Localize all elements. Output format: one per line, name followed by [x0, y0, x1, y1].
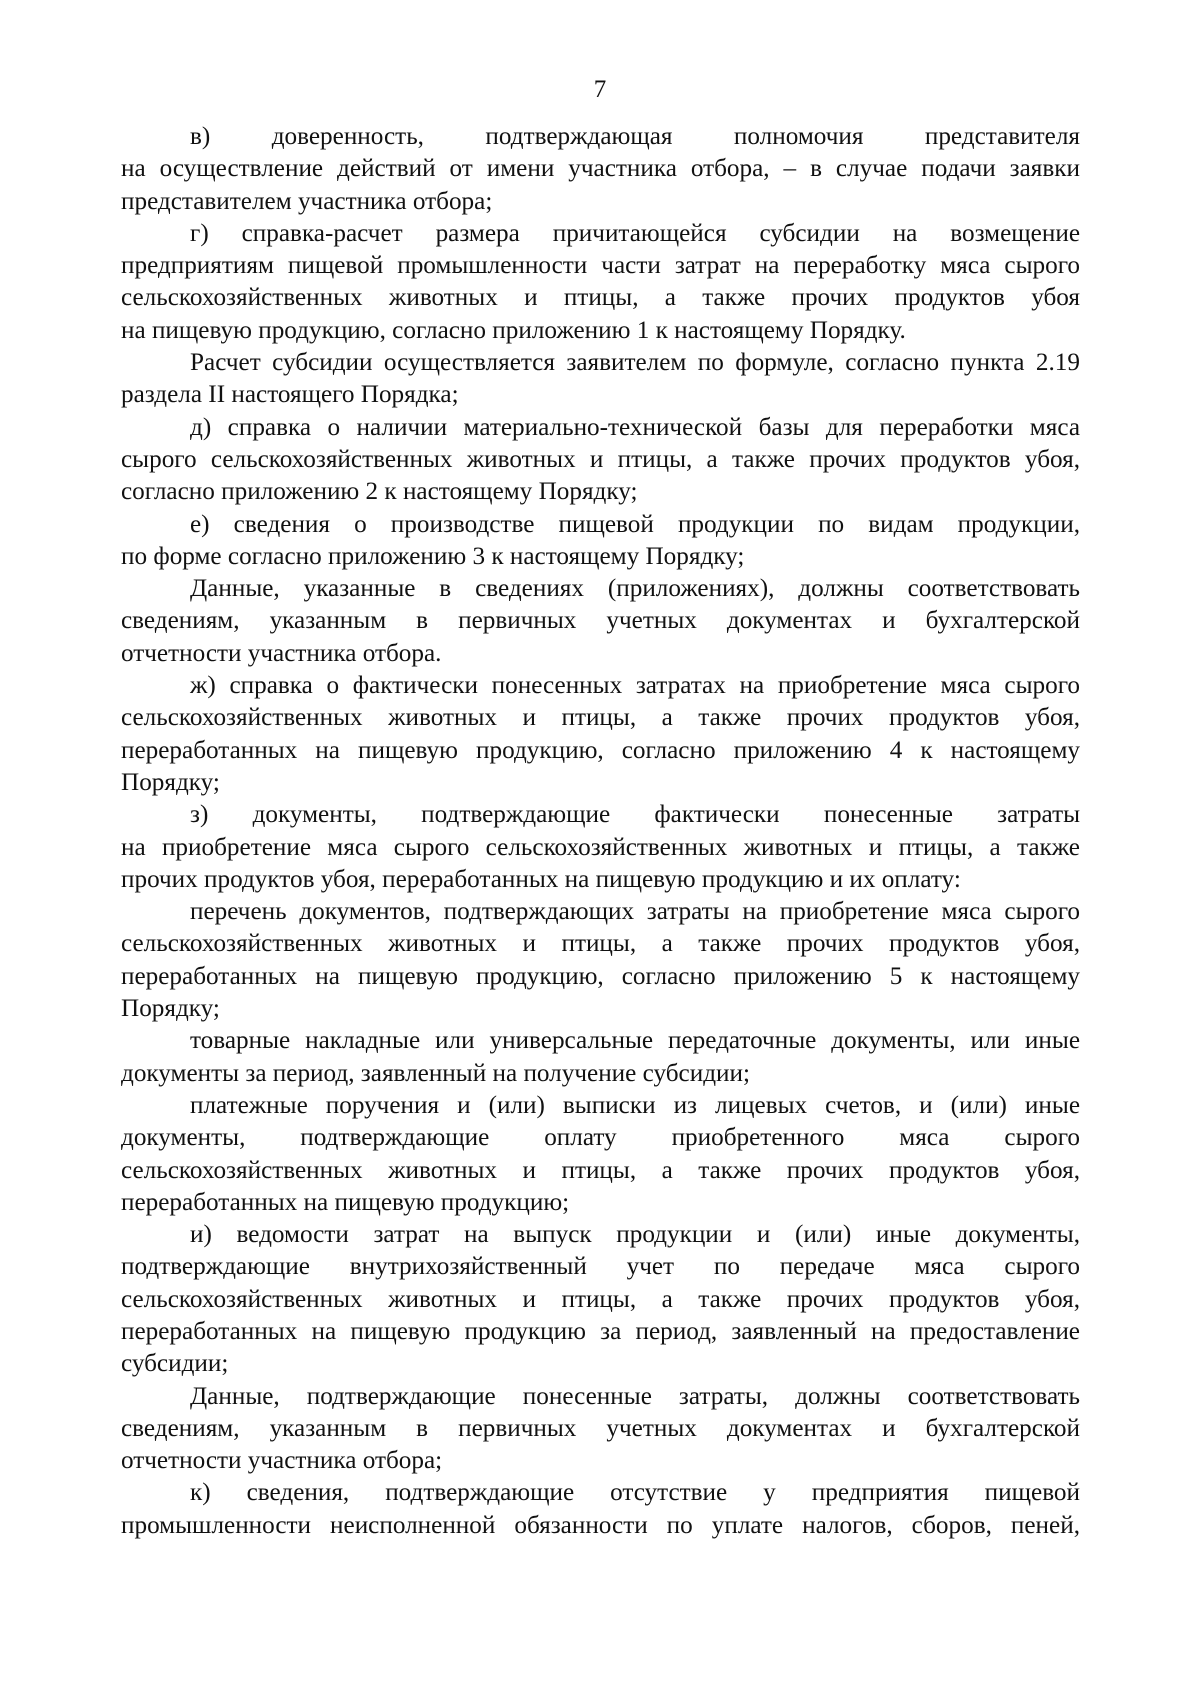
page-number: 7 — [593, 76, 607, 103]
document-body — [121, 121, 1080, 1542]
text-line: и) ведомости затрат на выпуск продукции и (или) иные документы, — [190, 1221, 1080, 1249]
text-line: платежные поручения и (или) выписки из лицевых счетов, и (или) иные — [190, 1091, 1080, 1119]
paragraph — [121, 412, 1080, 509]
text-line: субсидии; — [121, 1350, 229, 1378]
text-line: по форме согласно приложению 3 к настоящему Порядку; — [121, 542, 745, 570]
text-line: отчетности участника отбора; — [121, 1447, 443, 1475]
text-line: сведениям, указанным в первичных учетных документах и бухгалтерской — [121, 607, 1080, 635]
text-line: предприятиям пищевой промышленности части затрат на переработку мяса сырого — [121, 252, 1080, 280]
text-line: на приобретение мяса сырого сельскохозяйственных животных и птицы, а также — [121, 833, 1080, 861]
text-line: товарные накладные или универсальные передаточные документы, или иные — [190, 1027, 1080, 1055]
paragraph — [121, 670, 1080, 799]
text-line: сельскохозяйственных животных и птицы, а также прочих продуктов убоя, — [121, 1156, 1080, 1184]
text-line: переработанных на пищевую продукцию, согласно приложению 4 к настоящему — [121, 736, 1080, 764]
text-line: сельскохозяйственных животных и птицы, а также прочих продуктов убоя, — [121, 930, 1080, 958]
paragraph — [121, 799, 1080, 896]
text-line: е) сведения о производстве пищевой продукции по видам продукции, — [190, 510, 1080, 538]
text-line: документы, подтверждающие оплату приобретенного мяса сырого — [121, 1124, 1080, 1152]
text-line: сырого сельскохозяйственных животных и птицы, а также прочих продуктов убоя, — [121, 445, 1080, 473]
text-line: на осуществление действий от имени участника отбора, – в случае подачи заявки — [121, 155, 1080, 183]
text-line: Данные, указанные в сведениях (приложениях), должны соответствовать — [190, 575, 1080, 603]
paragraph — [121, 1219, 1080, 1380]
text-line: согласно приложению 2 к настоящему Порядку; — [121, 478, 638, 506]
text-line: представителем участника отбора; — [121, 187, 493, 215]
text-line: сельскохозяйственных животных и птицы, а также прочих продуктов убоя, — [121, 704, 1080, 732]
paragraph — [121, 896, 1080, 1025]
text-line: ж) справка о фактически понесенных затратах на приобретение мяса сырого — [190, 672, 1080, 700]
text-line: подтверждающие внутрихозяйственный учет по передаче мяса сырого — [121, 1253, 1080, 1281]
paragraph — [121, 347, 1080, 412]
text-line: раздела II настоящего Порядка; — [121, 381, 459, 409]
paragraph — [121, 1477, 1080, 1542]
text-line: Порядку; — [121, 768, 220, 796]
paragraph — [121, 1090, 1080, 1219]
text-line: переработанных на пищевую продукцию; — [121, 1188, 570, 1216]
text-line: к) сведения, подтверждающие отсутствие у предприятия пищевой — [190, 1479, 1080, 1507]
text-line: з) документы, подтверждающие фактически понесенные затраты — [190, 801, 1080, 829]
text-line: прочих продуктов убоя, переработанных на пищевую продукцию и их оплату: — [121, 865, 961, 893]
paragraph — [121, 121, 1080, 218]
text-line: сельскохозяйственных животных и птицы, а также прочих продуктов убоя, — [121, 1285, 1080, 1313]
paragraph — [121, 509, 1080, 574]
text-line: Расчет субсидии осуществляется заявителем по формуле, согласно пункта 2.19 — [190, 349, 1080, 377]
text-line: д) справка о наличии материально-технической базы для переработки мяса — [190, 413, 1080, 441]
text-line: документы за период, заявленный на получение субсидии; — [121, 1059, 750, 1087]
text-line: переработанных на пищевую продукцию, согласно приложению 5 к настоящему — [121, 962, 1080, 990]
text-line: сельскохозяйственных животных и птицы, а также прочих продуктов убоя — [121, 284, 1080, 312]
text-line: Порядку; — [121, 995, 220, 1023]
text-line: Данные, подтверждающие понесенные затраты, должны соответствовать — [190, 1382, 1080, 1410]
text-line: перечень документов, подтверждающих затраты на приобретение мяса сырого — [190, 898, 1080, 926]
text-line: сведениям, указанным в первичных учетных документах и бухгалтерской — [121, 1414, 1080, 1442]
text-line: в) доверенность, подтверждающая полномочия представителя — [190, 123, 1080, 150]
paragraph — [121, 1025, 1080, 1090]
paragraph — [121, 1381, 1080, 1478]
text-line: на пищевую продукцию, согласно приложению 1 к настоящему Порядку. — [121, 316, 906, 344]
text-line: переработанных на пищевую продукцию за период, заявленный на предоставление — [121, 1317, 1080, 1345]
paragraph — [121, 218, 1080, 347]
paragraph — [121, 573, 1080, 670]
text-line: отчетности участника отбора. — [121, 639, 442, 667]
text-line: г) справка-расчет размера причитающейся субсидии на возмещение — [190, 219, 1080, 247]
text-line: промышленности неисполненной обязанности по уплате налогов, сборов, пеней, — [121, 1511, 1080, 1539]
